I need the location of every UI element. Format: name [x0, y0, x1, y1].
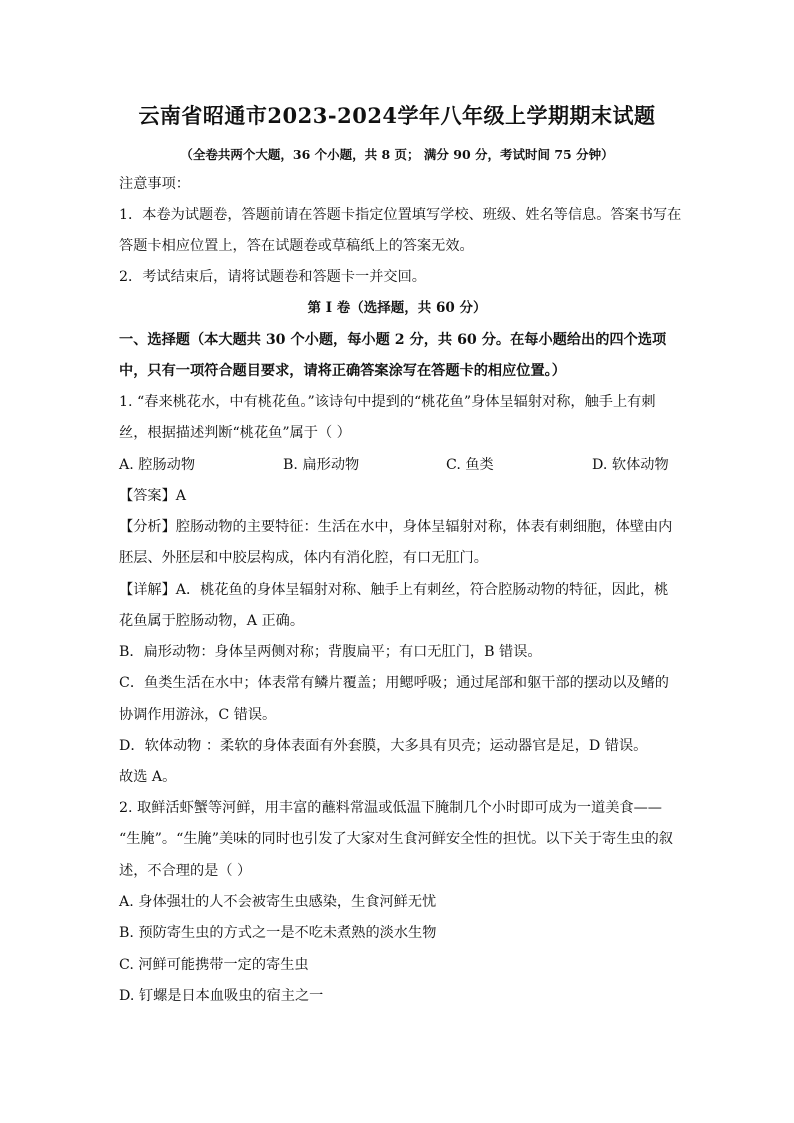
exam-info: （全卷共两个大题，36 个小题，共 8 页； 满分 90 分，考试时间 75 分钟）	[180, 147, 614, 162]
q2-stem-cont-1: “生腌”。“生腌”美味的同时也引发了大家对生食河鲜安全性的担忧。以下关于寄生虫的叙	[119, 831, 673, 847]
q1-detail-d: D．软体动物 ：柔软的身体表面有外套膜，大多具有贝壳；运动器官是足，D 错误。	[119, 738, 648, 754]
q1-stem-cont: 丝，根据描述判断“桃花鱼”属于（ ）	[119, 425, 351, 441]
q2-stem-cont-2: 述，不合理的是（ ）	[119, 863, 252, 879]
q2-stem: 2. 取鲜活虾蟹等河鲜，用丰富的蘸料常温或低温下腌制几个小时即可成为一道美食——	[119, 800, 662, 816]
notice-item-1: 1．本卷为试题卷，答题前请在答题卡指定位置填写学校、班级、姓名等信息。答案书写在	[119, 207, 682, 223]
q2-option-b: B. 预防寄生虫的方式之一是不吃未煮熟的淡水生物	[119, 925, 437, 941]
q1-detail-c: C．鱼类生活在水中；体表常有鳞片覆盖；用鳃呼吸；通过尾部和躯干部的摆动以及鳍的	[119, 675, 669, 691]
page-title: 云南省昭通市2023-2024学年八年级上学期期末试题	[138, 103, 656, 128]
q1-detail: 【详解】A．桃花鱼的身体呈辐射对称、触手上有刺丝，符合腔肠动物的特征，因此，桃	[119, 582, 669, 598]
q1-option-c: C. 鱼类	[446, 457, 494, 473]
notice-heading: 注意事项：	[119, 176, 190, 192]
q1-option-a: A. 腔肠动物	[119, 457, 196, 473]
part-heading-cont: 中，只有一项符合题目要求，请将正确答案涂写在答题卡的相应位置。）	[119, 363, 566, 379]
q1-detail-cont: 花鱼属于腔肠动物，A 正确。	[119, 613, 305, 629]
q2-option-c: C. 河鲜可能携带一定的寄生虫	[119, 957, 309, 973]
part-heading: 一、选择题（本大题共 30 个小题，每小题 2 分，共 60 分。在每小题给出的四个选项	[119, 332, 667, 348]
q1-detail-b: B．扁形动物：身体呈两侧对称；背腹扁平；有口无肛门，B 错误。	[119, 644, 542, 660]
q1-conclusion: 故选 A。	[119, 769, 177, 785]
q1-option-d: D. 软体动物	[592, 457, 669, 473]
notice-item-1-cont: 答题卡相应位置上，答在试题卷或草稿纸上的答案无效。	[119, 238, 474, 254]
q1-answer: 【答案】A	[119, 488, 186, 504]
q1-option-b: B. 扁形动物	[283, 457, 360, 473]
q1-stem: 1. “春来桃花水，中有桃花鱼。”该诗句中提到的“桃花鱼”身体呈辐射对称，触手上有刺	[119, 394, 656, 410]
section-title: 第 I 卷（选择题，共 60 分）	[307, 300, 487, 316]
q2-option-a: A. 身体强壮的人不会被寄生虫感染，生食河鲜无忧	[119, 894, 437, 910]
q1-detail-c-cont: 协调作用游泳，C 错误。	[119, 707, 277, 723]
notice-item-2: 2．考试结束后，请将试题卷和答题卡一并交回。	[119, 269, 426, 285]
q1-analysis-cont: 胚层、外胚层和中胶层构成，体内有消化腔，有口无肛门。	[119, 550, 488, 566]
q1-analysis: 【分析】腔肠动物的主要特征：生活在水中，身体呈辐射对称，体表有刺细胞，体壁由内	[119, 519, 673, 535]
q2-option-d: D. 钉螺是日本血吸虫的宿主之一	[119, 988, 324, 1004]
